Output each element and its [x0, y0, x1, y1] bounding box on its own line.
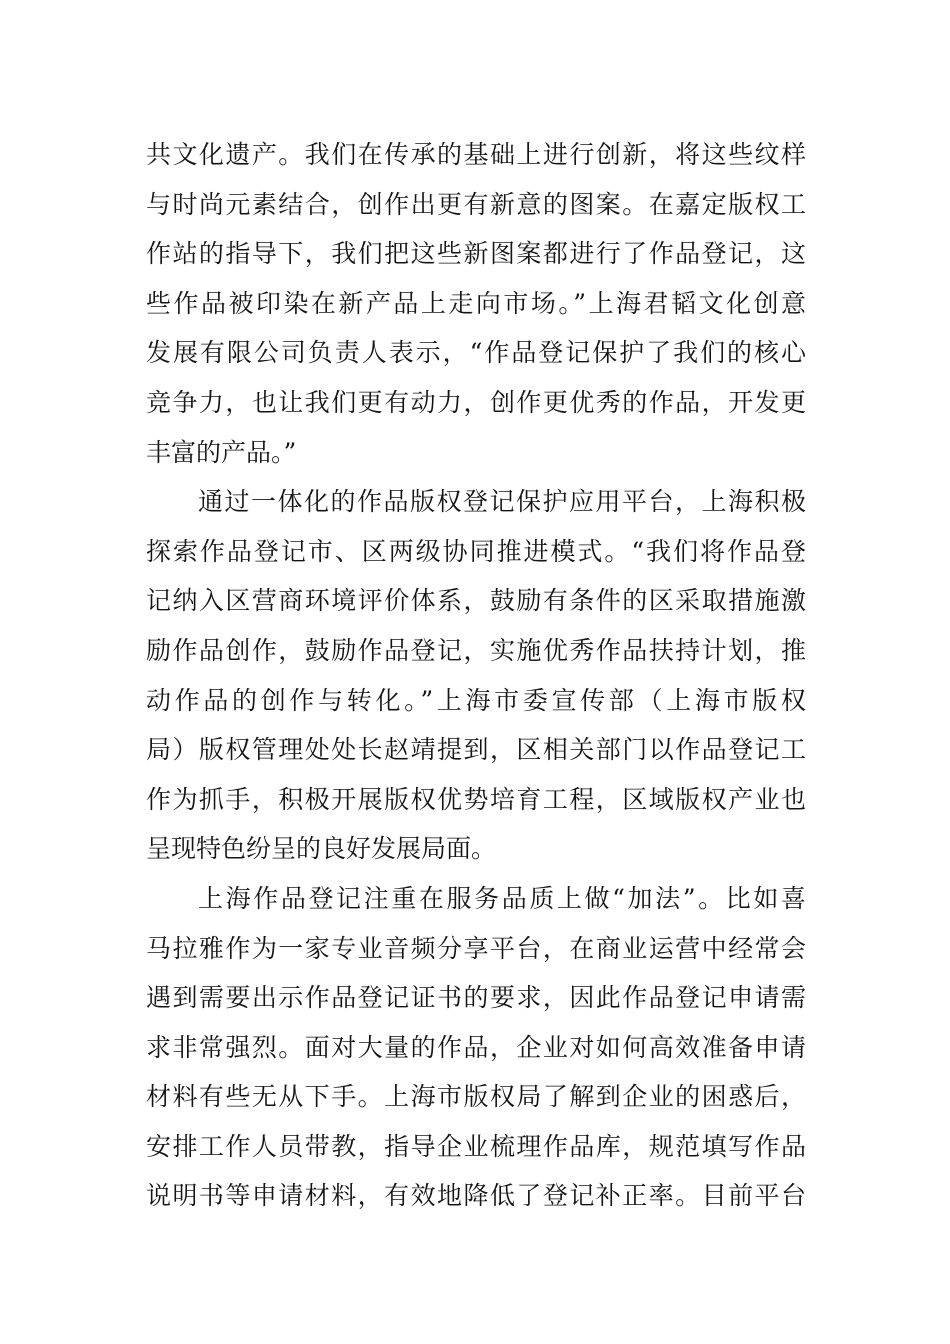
text-line: 呈现特色纷呈的良好发展局面。 [146, 834, 497, 864]
text-line: 材料有些无从下手。上海市版权局了解到企业的困惑后， [146, 1082, 806, 1112]
text-line: 安排工作人员带教，指导企业梳理作品库，规范填写作品 [146, 1131, 806, 1161]
text-line: 发展有限公司负责人表示，“作品登记保护了我们的核心 [146, 338, 806, 368]
text-line: 说明书等申请材料，有效地降低了登记补正率。目前平台 [146, 1181, 806, 1211]
text-line: 记纳入区营商环境评价体系，鼓励有条件的区采取措施激 [146, 586, 806, 616]
text-line: 求非常强烈。面对大量的作品，企业对如何高效准备申请 [146, 1032, 806, 1062]
article-body [146, 130, 806, 1221]
text-line: 作站的指导下，我们把这些新图案都进行了作品登记，这 [146, 239, 806, 269]
text-line: 动作品的创作与转化。”上海市委宣传部（上海市版权 [146, 685, 806, 715]
text-line: 通过一体化的作品版权登记保护应用平台，上海积极 [198, 487, 806, 517]
text-line: 与时尚元素结合，创作出更有新意的图案。在嘉定版权工 [146, 189, 806, 219]
text-line: 励作品创作，鼓励作品登记，实施优秀作品扶持计划，推 [146, 635, 806, 665]
text-line: 丰富的产品。” [146, 437, 297, 467]
text-line: 探索作品登记市、区两级协同推进模式。“我们将作品登 [146, 536, 806, 566]
text-line: 遇到需要出示作品登记证书的要求，因此作品登记申请需 [146, 983, 806, 1013]
text-line: 局）版权管理处处长赵靖提到，区相关部门以作品登记工 [146, 735, 806, 765]
text-line: 共文化遗产。我们在传承的基础上进行创新，将这些纹样 [146, 140, 806, 169]
text-line: 作为抓手，积极开展版权优势培育工程，区域版权产业也 [146, 784, 806, 814]
text-line: 竞争力，也让我们更有动力，创作更优秀的作品，开发更 [146, 387, 806, 417]
text-line: 马拉雅作为一家专业音频分享平台，在商业运营中经常会 [146, 933, 806, 963]
text-line: 些作品被印染在新产品上走向市场。”上海君韬文化创意 [146, 288, 806, 318]
text-line: 上海作品登记注重在服务品质上做“加法”。比如喜 [198, 883, 806, 913]
